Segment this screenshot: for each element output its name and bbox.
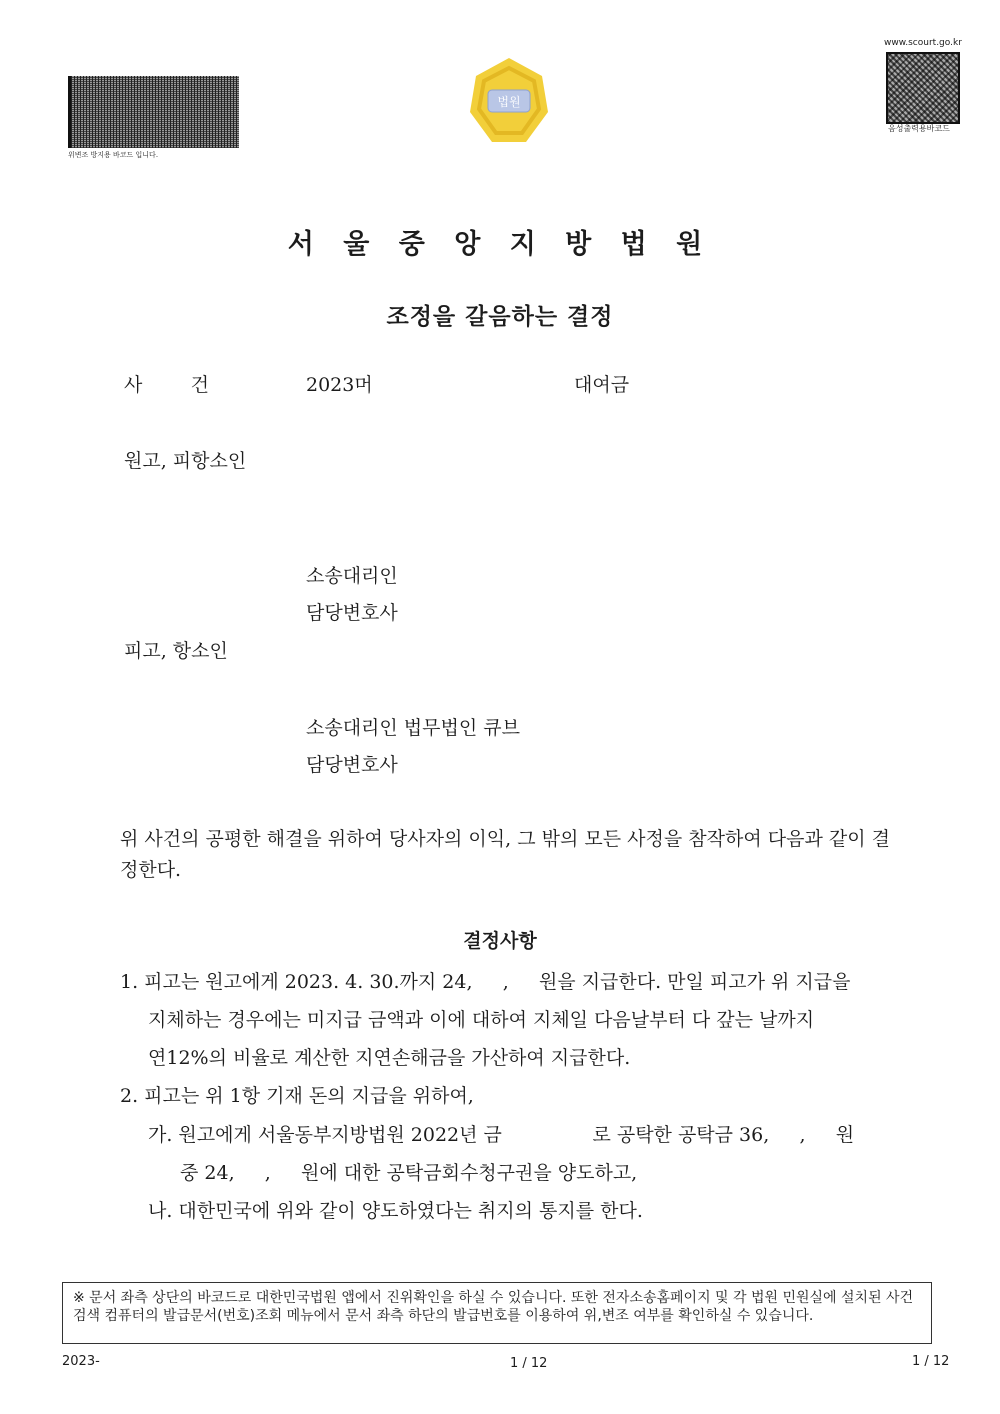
barcode-caption: 위변조 방지용 바코드 입니다. bbox=[68, 151, 159, 159]
anti-forgery-barcode bbox=[68, 76, 239, 148]
document-title: 조정을 갈음하는 결정 bbox=[386, 304, 614, 330]
intro-paragraph: 위 사건의 공평한 해결을 위하여 당사자의 이익, 그 밖의 모든 사정을 참작하여 다음과 같이 결정한다. bbox=[120, 828, 890, 881]
defendant-lawyer-label: 담당변호사 bbox=[306, 754, 398, 776]
qr-caption: 음성출력용바코드 bbox=[888, 124, 950, 133]
case-number: 2023머 bbox=[306, 374, 373, 396]
decision-item-2a-line-1: 가. 원고에게 서울동부지방법원 2022년 금 로 공탁한 공탁금 36, , 원 bbox=[148, 1124, 855, 1146]
decision-item-2-line-1: 2. 피고는 위 1항 기재 돈의 지급을 위하여, bbox=[120, 1085, 474, 1107]
qr-url: www.scourt.go.kr bbox=[884, 38, 962, 48]
plaintiff-agent-label: 소송대리인 bbox=[306, 565, 398, 587]
verification-notice: ※ 문서 좌측 상단의 바코드로 대한민국법원 앱에서 진위확인을 하실 수 있습니다. 또한 전자소송홈페이지 및 각 법원 민원실에 설치된 사건검색 컴퓨터의 발급문서(번호)조회 메뉴에서 문서 좌측 하단의 발급번호를 이용하여 위,변조 여부를 확인하실 수 있습니다. bbox=[62, 1282, 932, 1344]
decision-item-2a-line-2: 중 24, , 원에 대한 공탁금회수청구권을 양도하고, bbox=[180, 1162, 638, 1184]
page-indicator-right: 1 / 12 bbox=[912, 1354, 950, 1369]
voice-output-barcode bbox=[886, 52, 960, 124]
decision-item-1-line-3: 연12%의 비율로 계산한 지연손해금을 가산하여 지급한다. bbox=[148, 1047, 631, 1069]
issue-number: 2023- bbox=[62, 1354, 100, 1369]
decision-item-1-line-2: 지체하는 경우에는 미지급 금액과 이에 대하여 지체일 다음날부터 다 갚는 날까지 bbox=[148, 1009, 815, 1031]
court-name: 서 울 중 앙 지 방 법 원 bbox=[287, 229, 713, 260]
decision-item-1-line-1: 1. 피고는 원고에게 2023. 4. 30.까지 24, , 원을 지급한다. 만일 피고가 위 지급을 bbox=[120, 971, 851, 993]
decision-title: 결정사항 bbox=[463, 930, 537, 952]
plaintiff-label: 원고, 피항소인 bbox=[124, 450, 247, 472]
seal-text: 법원 bbox=[497, 95, 521, 109]
plaintiff-lawyer-label: 담당변호사 bbox=[306, 602, 398, 624]
defendant-agent-label: 소송대리인 법무법인 큐브 bbox=[306, 717, 520, 739]
case-label: 사 건 bbox=[124, 374, 210, 396]
court-seal-emblem bbox=[464, 54, 554, 150]
defendant-label: 피고, 항소인 bbox=[124, 640, 228, 662]
case-type: 대여금 bbox=[574, 374, 630, 396]
page-indicator-center: 1 / 12 bbox=[510, 1356, 548, 1371]
decision-item-2b-line-1: 나. 대한민국에 위와 같이 양도하였다는 취지의 통지를 한다. bbox=[148, 1200, 643, 1222]
